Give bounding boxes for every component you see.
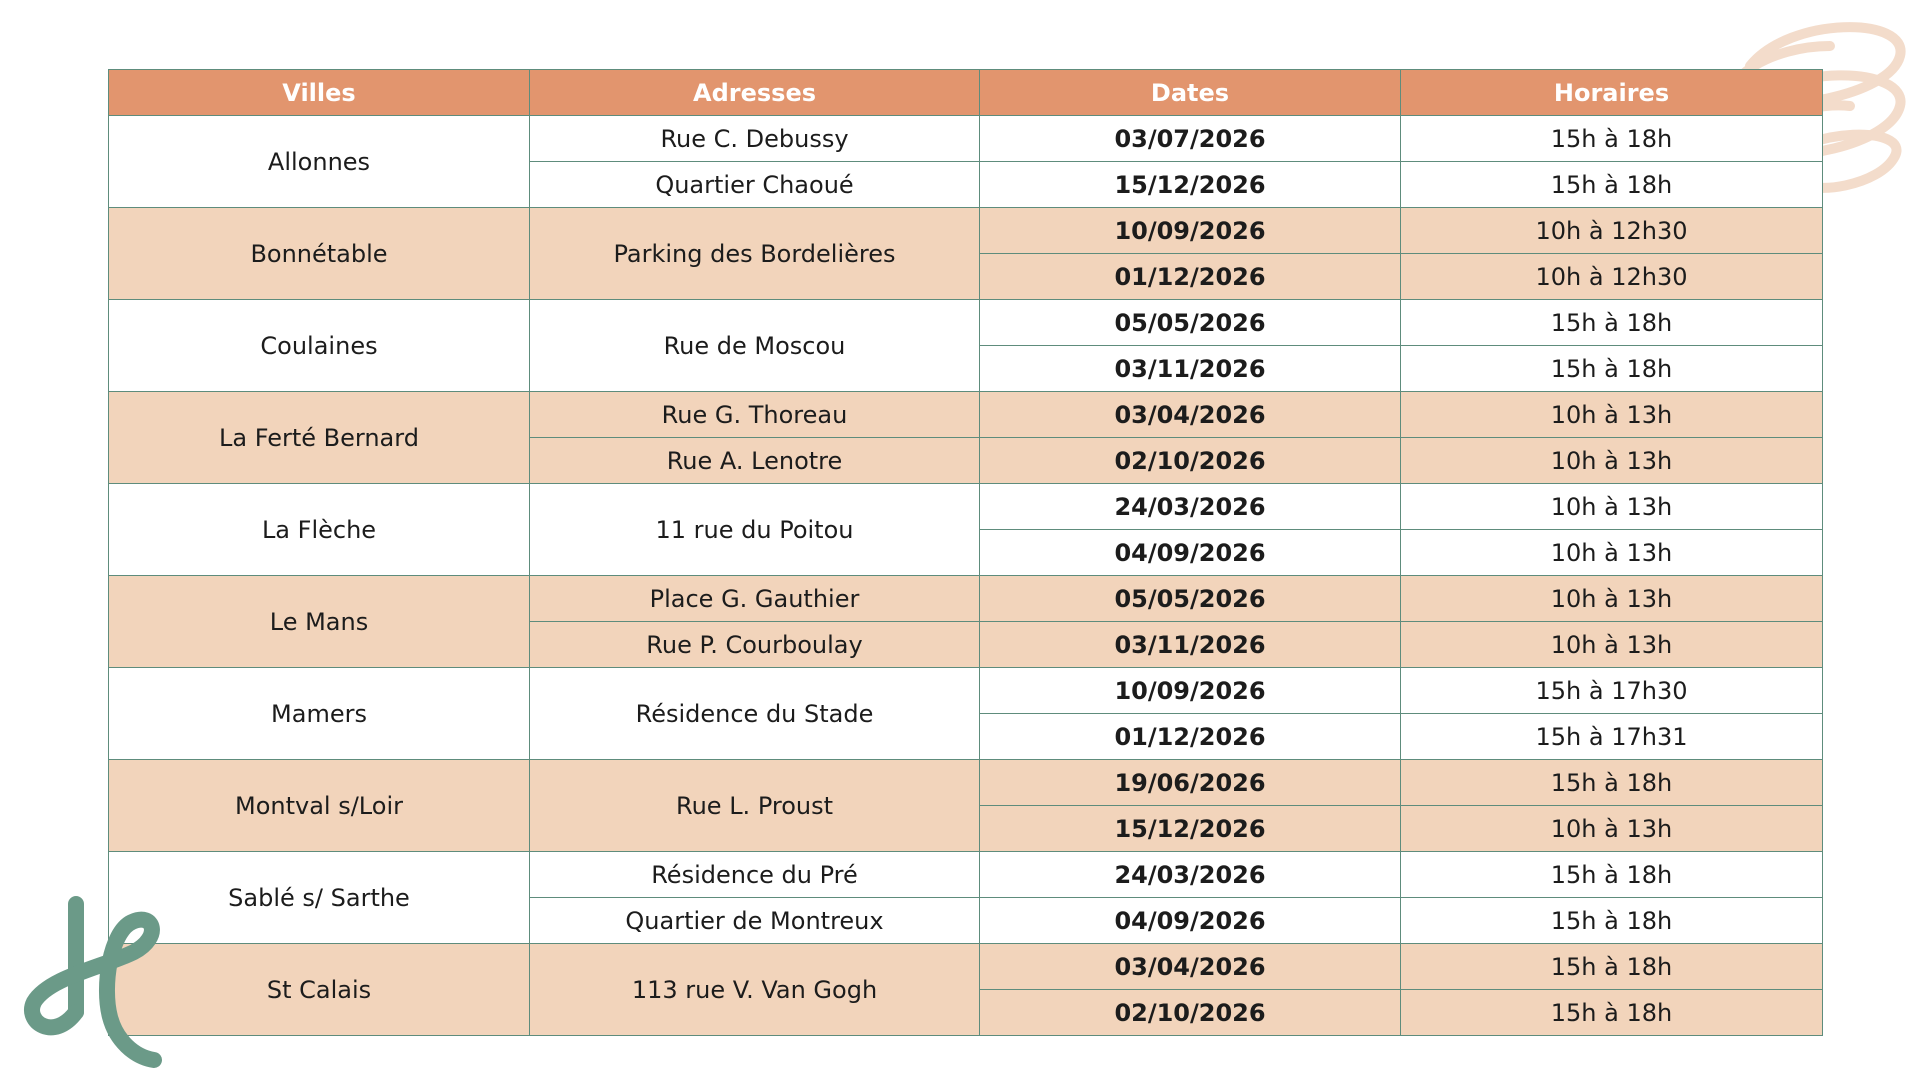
adresse-cell: Parking des Bordelières	[530, 208, 980, 300]
table-row	[109, 484, 1823, 530]
table-row	[109, 852, 1823, 898]
adresse-cell: Rue P. Courboulay	[530, 622, 980, 668]
adresse-cell: Rue de Moscou	[530, 300, 980, 392]
adresse-cell: Résidence du Stade	[530, 668, 980, 760]
horaire-cell: 15h à 18h	[1401, 852, 1823, 898]
horaire-cell: 15h à 18h	[1401, 300, 1823, 346]
date-cell: 01/12/2026	[980, 714, 1401, 760]
h-monogram-logo-icon	[14, 892, 174, 1072]
horaire-cell: 10h à 13h	[1401, 438, 1823, 484]
ville-cell: St Calais	[109, 944, 530, 1036]
date-cell: 19/06/2026	[980, 760, 1401, 806]
horaire-cell: 10h à 13h	[1401, 392, 1823, 438]
table-row	[109, 760, 1823, 806]
date-cell: 15/12/2026	[980, 162, 1401, 208]
horaire-cell: 10h à 13h	[1401, 530, 1823, 576]
date-cell: 10/09/2026	[980, 668, 1401, 714]
date-cell: 10/09/2026	[980, 208, 1401, 254]
adresse-cell: Rue A. Lenotre	[530, 438, 980, 484]
header-dates: Dates	[980, 70, 1401, 116]
header-adresses: Adresses	[530, 70, 980, 116]
schedule-table	[108, 69, 1823, 1036]
horaire-cell: 10h à 12h30	[1401, 208, 1823, 254]
adresse-cell: Quartier de Montreux	[530, 898, 980, 944]
horaire-cell: 15h à 17h31	[1401, 714, 1823, 760]
table-row	[109, 668, 1823, 714]
date-cell: 03/11/2026	[980, 622, 1401, 668]
adresse-cell: Résidence du Pré	[530, 852, 980, 898]
ville-cell: Coulaines	[109, 300, 530, 392]
table-row	[109, 208, 1823, 254]
horaire-cell: 10h à 13h	[1401, 622, 1823, 668]
adresse-cell: Place G. Gauthier	[530, 576, 980, 622]
horaire-cell: 10h à 13h	[1401, 484, 1823, 530]
horaire-cell: 10h à 12h30	[1401, 254, 1823, 300]
ville-cell: Le Mans	[109, 576, 530, 668]
table-header-row	[109, 70, 1823, 116]
date-cell: 05/05/2026	[980, 576, 1401, 622]
date-cell: 02/10/2026	[980, 990, 1401, 1036]
date-cell: 02/10/2026	[980, 438, 1401, 484]
horaire-cell: 15h à 18h	[1401, 760, 1823, 806]
adresse-cell: Rue G. Thoreau	[530, 392, 980, 438]
adresse-cell: 11 rue du Poitou	[530, 484, 980, 576]
table-row	[109, 116, 1823, 162]
horaire-cell: 15h à 17h30	[1401, 668, 1823, 714]
ville-cell: Mamers	[109, 668, 530, 760]
horaire-cell: 10h à 13h	[1401, 806, 1823, 852]
table-row	[109, 392, 1823, 438]
horaire-cell: 15h à 18h	[1401, 990, 1823, 1036]
ville-cell: Sablé s/ Sarthe	[109, 852, 530, 944]
date-cell: 03/04/2026	[980, 392, 1401, 438]
date-cell: 24/03/2026	[980, 852, 1401, 898]
horaire-cell: 15h à 18h	[1401, 162, 1823, 208]
ville-cell: La Flèche	[109, 484, 530, 576]
date-cell: 03/07/2026	[980, 116, 1401, 162]
date-cell: 03/11/2026	[980, 346, 1401, 392]
adresse-cell: 113 rue V. Van Gogh	[530, 944, 980, 1036]
date-cell: 03/04/2026	[980, 944, 1401, 990]
date-cell: 15/12/2026	[980, 806, 1401, 852]
ville-cell: Bonnétable	[109, 208, 530, 300]
horaire-cell: 15h à 18h	[1401, 898, 1823, 944]
adresse-cell: Rue C. Debussy	[530, 116, 980, 162]
horaire-cell: 15h à 18h	[1401, 346, 1823, 392]
date-cell: 01/12/2026	[980, 254, 1401, 300]
table-row	[109, 944, 1823, 990]
adresse-cell: Quartier Chaoué	[530, 162, 980, 208]
header-villes: Villes	[109, 70, 530, 116]
ville-cell: Allonnes	[109, 116, 530, 208]
ville-cell: La Ferté Bernard	[109, 392, 530, 484]
date-cell: 04/09/2026	[980, 898, 1401, 944]
header-horaires: Horaires	[1401, 70, 1823, 116]
date-cell: 05/05/2026	[980, 300, 1401, 346]
ville-cell: Montval s/Loir	[109, 760, 530, 852]
adresse-cell: Rue L. Proust	[530, 760, 980, 852]
horaire-cell: 10h à 13h	[1401, 576, 1823, 622]
date-cell: 04/09/2026	[980, 530, 1401, 576]
date-cell: 24/03/2026	[980, 484, 1401, 530]
table-row	[109, 576, 1823, 622]
horaire-cell: 15h à 18h	[1401, 944, 1823, 990]
table-row	[109, 300, 1823, 346]
horaire-cell: 15h à 18h	[1401, 116, 1823, 162]
